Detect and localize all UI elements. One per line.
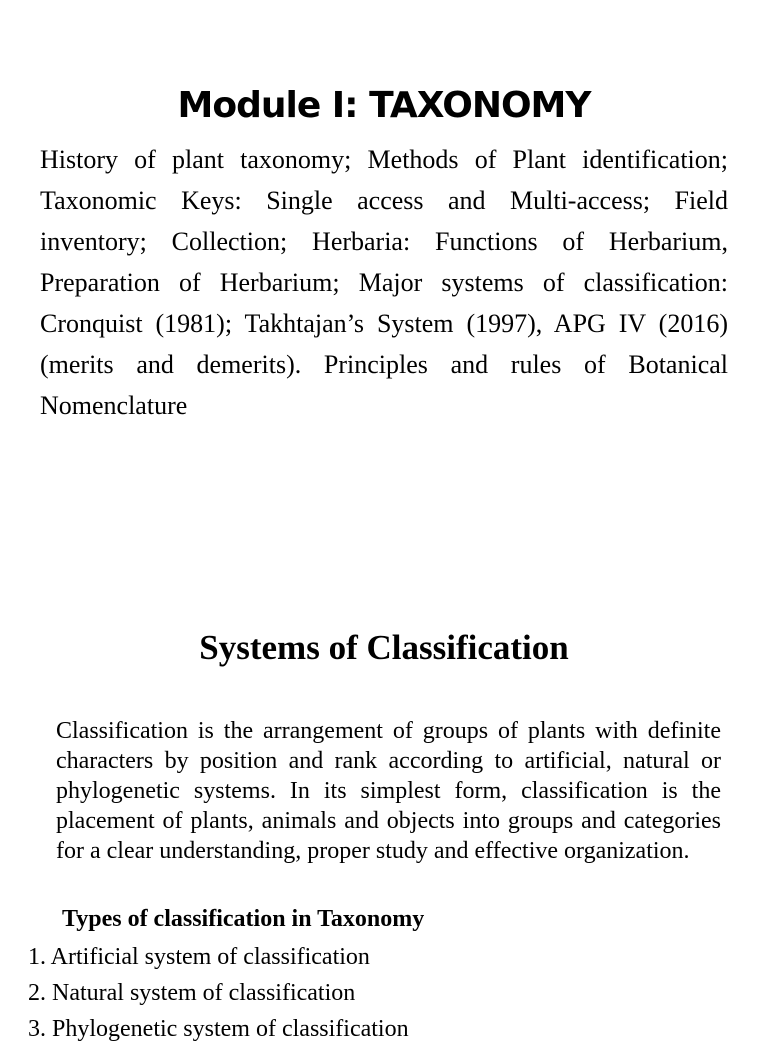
- types-list: [28, 939, 409, 1047]
- slide-module-taxonomy: [0, 0, 768, 520]
- module-title: Module I: TAXONOMY: [177, 85, 591, 126]
- list-item: 1. Artificial system of classification: [28, 944, 370, 970]
- module-syllabus-text: History of plant taxonomy; Methods of Plant identification; Taxonomic Keys: Single access and Multi-access; Field inventory; Collection; Herbaria: Functions of Herbarium, Preparation of Herbarium; Major systems of classification: Cronquist (1981); Takhtajan’s System (1997), APG IV (2016) (merits and demerits). Principles and rules of Botanical Nomenclature: [40, 145, 728, 420]
- list-item: 3. Phylogenetic system of classification: [28, 1016, 409, 1042]
- classification-definition: Classification is the arrangement of groups of plants with definite characters by position and rank according to artificial, natural or phylogenetic systems. In its simplest form, classification is the placement of plants, animals and objects into groups and categories for a clear understanding, proper study and effective organization.: [56, 718, 721, 864]
- systems-title: Systems of Classification: [199, 628, 569, 667]
- slide-systems-of-classification: [0, 520, 768, 1042]
- types-heading: Types of classification in Taxonomy: [62, 906, 425, 932]
- list-item: 2. Natural system of classification: [28, 980, 356, 1006]
